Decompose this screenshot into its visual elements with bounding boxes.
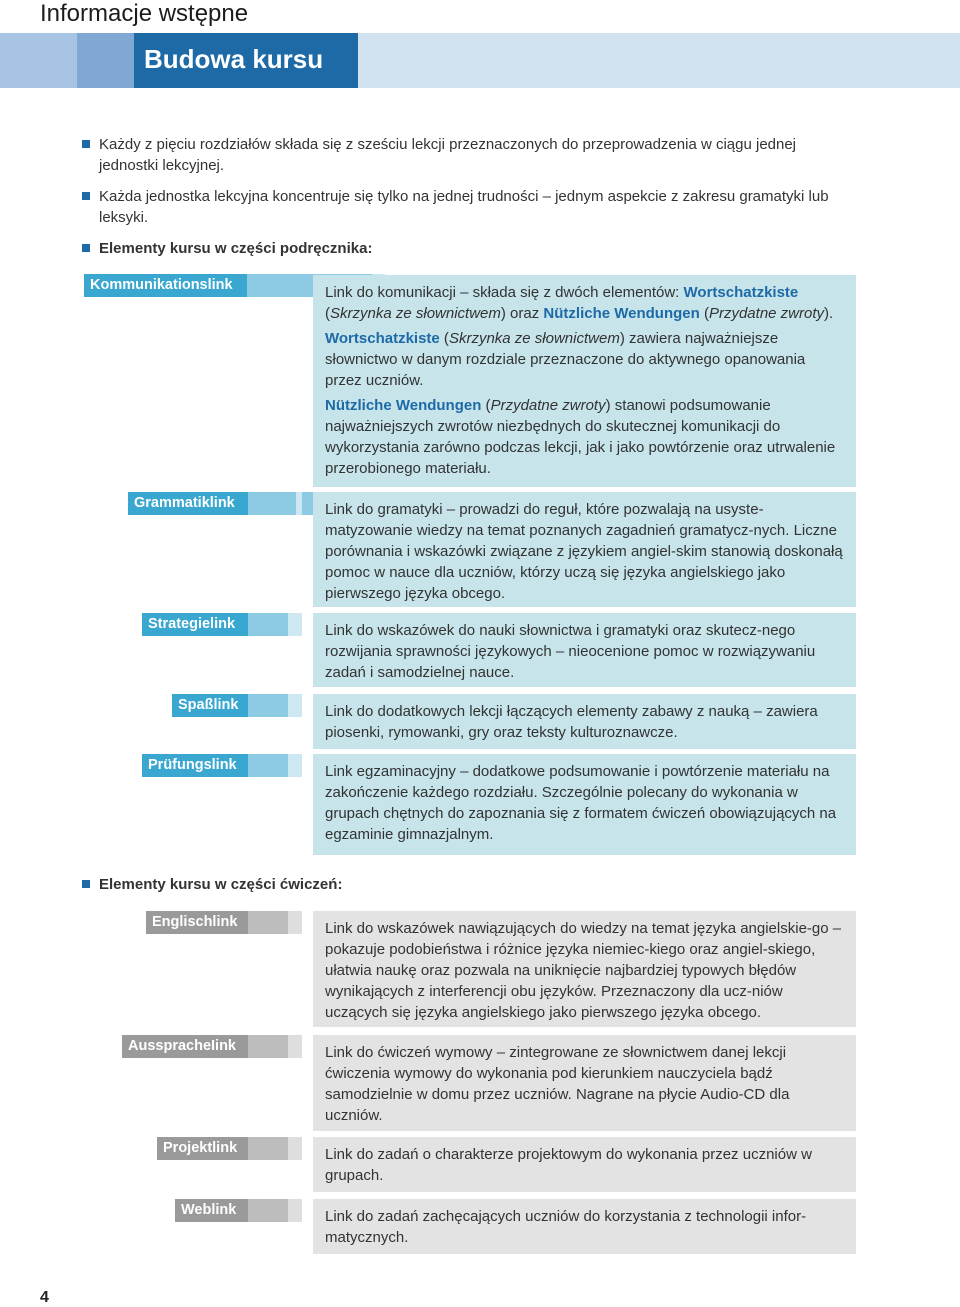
- label-weblink: Weblink: [175, 1199, 302, 1222]
- intro-bullet: Każda jednostka lekcyjna koncentruje się tylko na jednej trudności – jednym aspekcie z zakresu gramatyki lub leksyki.: [82, 186, 842, 228]
- label-englischlink: Englischlink: [146, 911, 302, 934]
- banner-title-block: [134, 33, 358, 88]
- bullet-square-icon: [82, 192, 90, 200]
- spasslink-description: Link do dodatkowych lekcji łączących elementy zabawy z nauką – zawiera piosenki, rymowanki, gry oraz teksty kulturoznawcze.: [313, 694, 856, 749]
- aussprachelink-description: Link do ćwiczeń wymowy – zintegrowane ze słownictwem danej lekcji ćwiczenia wymowy do wykonania pod kierunkiem nauczyciela bądź samodzielnie w domu przez uczniów. Nagrane na płycie Audio-CD dla uczniów.: [313, 1035, 856, 1131]
- banner-title: Budowa kursu: [144, 44, 324, 74]
- intro-bullet: Każdy z pięciu rozdziałów składa się z sześciu lekcji przeznaczonych do przeprowadzenia w ciągu jednej jednostki lekcyjnej.: [82, 134, 842, 176]
- kommunikationslink-description: Link do komunikacji – składa się z dwóch elementów: Wortschatzkiste (Skrzynka ze słownictwem) oraz Nützliche Wendungen (Przydatne zwroty). Wortschatzkiste (Skrzynka ze słownictwem) zawiera najważniejsze słownictwo w danym rozdziale przeznaczone do aktywnego opanowania przez uczniów. Nützliche Wendungen (Przydatne zwroty) stanowi podsumowanie najważniejszych zwrotów niezbędnych do skutecznej komunikacji do wykorzystania zarówno podczas lekcji, jak i jako powtórzenie oraz utrwalenie przerobionego materiału.: [313, 275, 856, 487]
- banner-stripe: [0, 33, 77, 88]
- label-pruefungslink: Prüfungslink: [142, 754, 302, 777]
- projektlink-description: Link do zadań o charakterze projektowym do wykonania przez uczniów w grupach.: [313, 1137, 856, 1192]
- textbook-heading: Elementy kursu w części podręcznika:: [82, 238, 842, 259]
- workbook-heading: Elementy kursu w części ćwiczeń:: [82, 874, 842, 895]
- weblink-description: Link do zadań zachęcających uczniów do korzystania z technologii infor-matycznych.: [313, 1199, 856, 1254]
- grammatiklink-description: Link do gramatyki – prowadzi do reguł, które pozwalają na usyste-matyzowanie wiedzy na temat poznanych zagadnień gramatycz-nych. Liczne porównania i wskazówki związane z językiem angiel-skim stanowią doskonałą pomoc w nauce dla uczniów, którzy uczą się języka angielskiego jako pierwszego języka obcego.: [313, 492, 856, 607]
- page-number: 4: [40, 1289, 49, 1306]
- label-ausspracheIink: AusspracheIink: [122, 1035, 302, 1058]
- banner-stripe: [77, 33, 134, 88]
- label-strategielink: Strategielink: [142, 613, 302, 636]
- label-grammatiklink: Grammatiklink: [128, 492, 302, 515]
- label-kommunikationslink: Kommunikationslink: [84, 274, 302, 297]
- bullet-square-icon: [82, 880, 90, 888]
- label-spasslink: Spaßlink: [172, 694, 302, 717]
- chapter-banner: [0, 33, 960, 88]
- pruefungslink-description: Link egzaminacyjny – dodatkowe podsumowanie i powtórzenie materiału na zakończenie każdego rozdziału. Szczególnie polecany do wykonania w grupach chętnych do zapoznania się z formatem ćwiczeń obowiązujących na egzaminie gimnazjalnym.: [313, 754, 856, 855]
- bullet-square-icon: [82, 140, 90, 148]
- strategielink-description: Link do wskazówek do nauki słownictwa i gramatyki oraz skutecz-nego rozwijania sprawności językowych – nieocenione pomoc w rozwiązywaniu zadań i samodzielnej nauce.: [313, 613, 856, 687]
- englischlink-description: Link do wskazówek nawiązujących do wiedzy na temat języka angielskie-go – pokazuje podobieństwa i różnice języka niemiec-kiego oraz angiel-skiego, ułatwia naukę oraz pozwala na uniknięcie najbardziej typowych błędów wynikających z interferencji obu języków. Przeznaczony dla ucz-niów uczących się języka angielskiego jako pierwszego języka obcego.: [313, 911, 856, 1027]
- section-title: Informacje wstępne: [40, 0, 249, 27]
- bullet-square-icon: [82, 244, 90, 252]
- label-projektlink: Projektlink: [157, 1137, 302, 1160]
